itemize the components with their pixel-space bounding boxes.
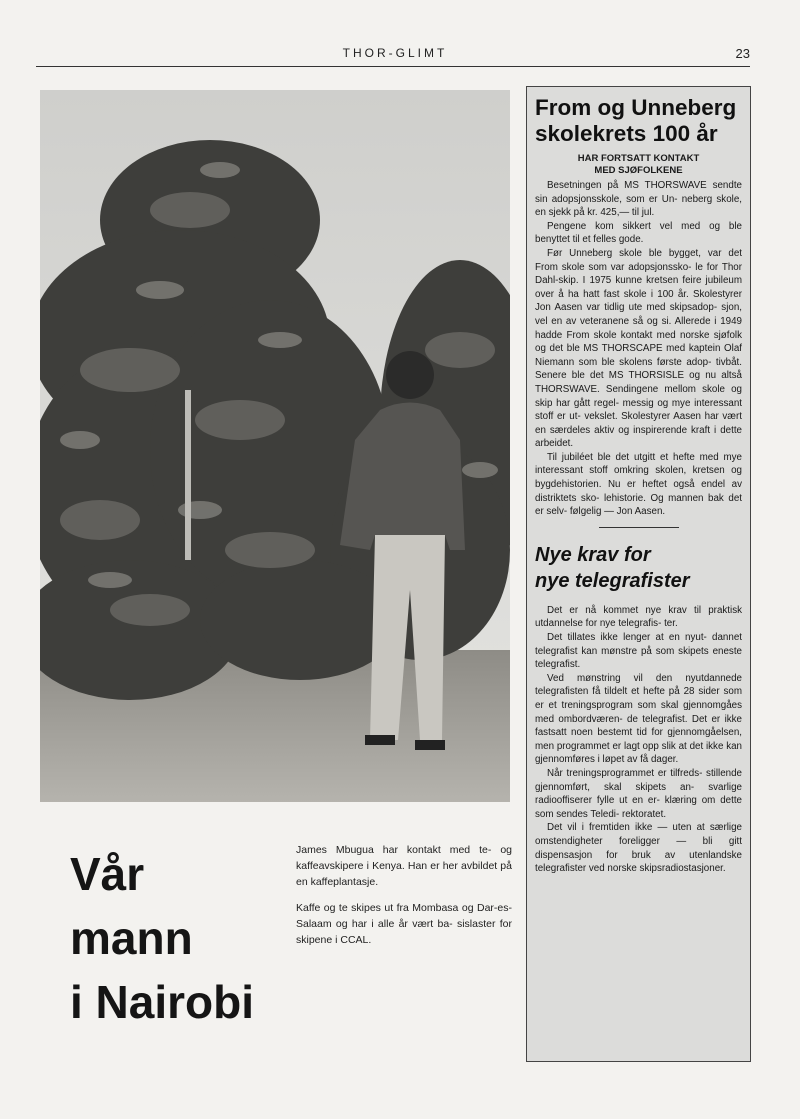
header-divider <box>36 66 750 67</box>
headline-line: mann <box>70 912 193 964</box>
title-line: nye telegrafister <box>535 569 690 592</box>
magazine-title: THOR-GLIMT <box>342 46 448 60</box>
article-paragraph: Det tillates ikke lenger at en nyut- dannet telegrafist kan mønstre på som skipets eneste telegrafist. <box>535 632 742 671</box>
headline-line: i Nairobi <box>70 976 255 1028</box>
caption-paragraph: Kaffe og te skipes ut fra Mombasa og Dar-es-Salaam og har i alle år vært ba- sislaster for skipene i CCAL. <box>296 902 512 946</box>
article-paragraph: Det er nå kommet nye krav til praktisk utdannelse for nye telegrafis- ter. <box>535 604 742 630</box>
title-line: From og Unneberg <box>535 95 737 120</box>
article-headline <box>70 842 290 1034</box>
article-paragraph: Til jubiléet ble det utgitt et hefte med mye interessant stoff omkring skolen, kretsen og bygdehistorien. Nu er heftet også endel av distriktets sko- lehistorie. Og mannen bak det er selv- følgelig — Jon Aasen. <box>535 451 742 518</box>
subtitle-line: MED SJØFOLKENE <box>594 165 683 176</box>
caption-paragraph: James Mbugua har kontakt med te- og kaffeavskipere i Kenya. Han er her avbildet på en kaffeplantasje. <box>296 844 512 888</box>
sidebar-article-title-2 <box>535 542 742 594</box>
sidebar-box <box>526 86 751 1062</box>
coffee-plantation-photo <box>40 90 510 802</box>
article-paragraph: Pengene kom sikkert vel med og ble benyttet til et felles gode. <box>535 220 742 246</box>
article-paragraph: Før Unneberg skole ble bygget, var det From skole som var adopsjonssko- le for Thor Dahl-skip. I 1975 kunne kretsen feire jubileum over å ha hatt fast skole i 100 år. Skolestyrer Jon Aasen var tidlig ute med skipsadop- sjon, vel en av veteranene så og si. Allerede i 1949 hadde From skole kontakt med norske sjøfolk og det ble MS THORSCAPE med kaptein Olaf Niemann som ble skolens første adop- tivbåt. Senere ble det MS THORSISLE og nu altså THORSWAVE. Sendingene mellom skole og skip har gått regel- messig og mye interessant stoff er ut- vekslet. Skolestyrer Aasen har vært en særdeles aktiv og inspirerende kraft i dette arbeidet. <box>535 247 742 450</box>
article-divider <box>599 527 679 528</box>
title-line: Nye krav for <box>535 543 651 566</box>
article-paragraph: Når treningsprogrammet er tilfreds- stillende gjennomført, skal skipets an- svarlige radiooffiserer fylle ut en er- klæring om dette som sendes Teledi- rektoratet. <box>535 767 742 820</box>
title-line: skolekrets 100 år <box>535 121 718 146</box>
article-paragraph: Det vil i fremtiden ikke — uten at særlige omstendigheter foreligger — bli gitt dispensasjon for bruk av utenlandske telegrafister ved norske skipsradiostasjoner. <box>535 822 742 875</box>
article-paragraph: Besetningen på MS THORSWAVE sendte sin adopsjonsskole, som er Un- neberg skole, en sjekk på kr. 425,— til jul. <box>535 180 742 219</box>
sidebar-article-subtitle <box>535 153 742 177</box>
photo-caption <box>296 842 512 958</box>
subtitle-line: HAR FORTSATT KONTAKT <box>577 153 700 164</box>
headline-line: Vår <box>70 848 145 900</box>
sidebar-article-title <box>535 95 742 147</box>
page-number: 23 <box>735 46 750 61</box>
article-paragraph: Ved mønstring vil den nyutdannede telegrafisten få tildelt et hefte på 28 sider som er et treningsprogram som skal gjennomgåes med ombordværen- de telegrafist. Det er ikke fastsatt noen bestemt tid for gjennomgåelsen, men programmet er lagt opp slik at det ikke kan gjennomføres i løpet av få dager. <box>535 672 742 766</box>
